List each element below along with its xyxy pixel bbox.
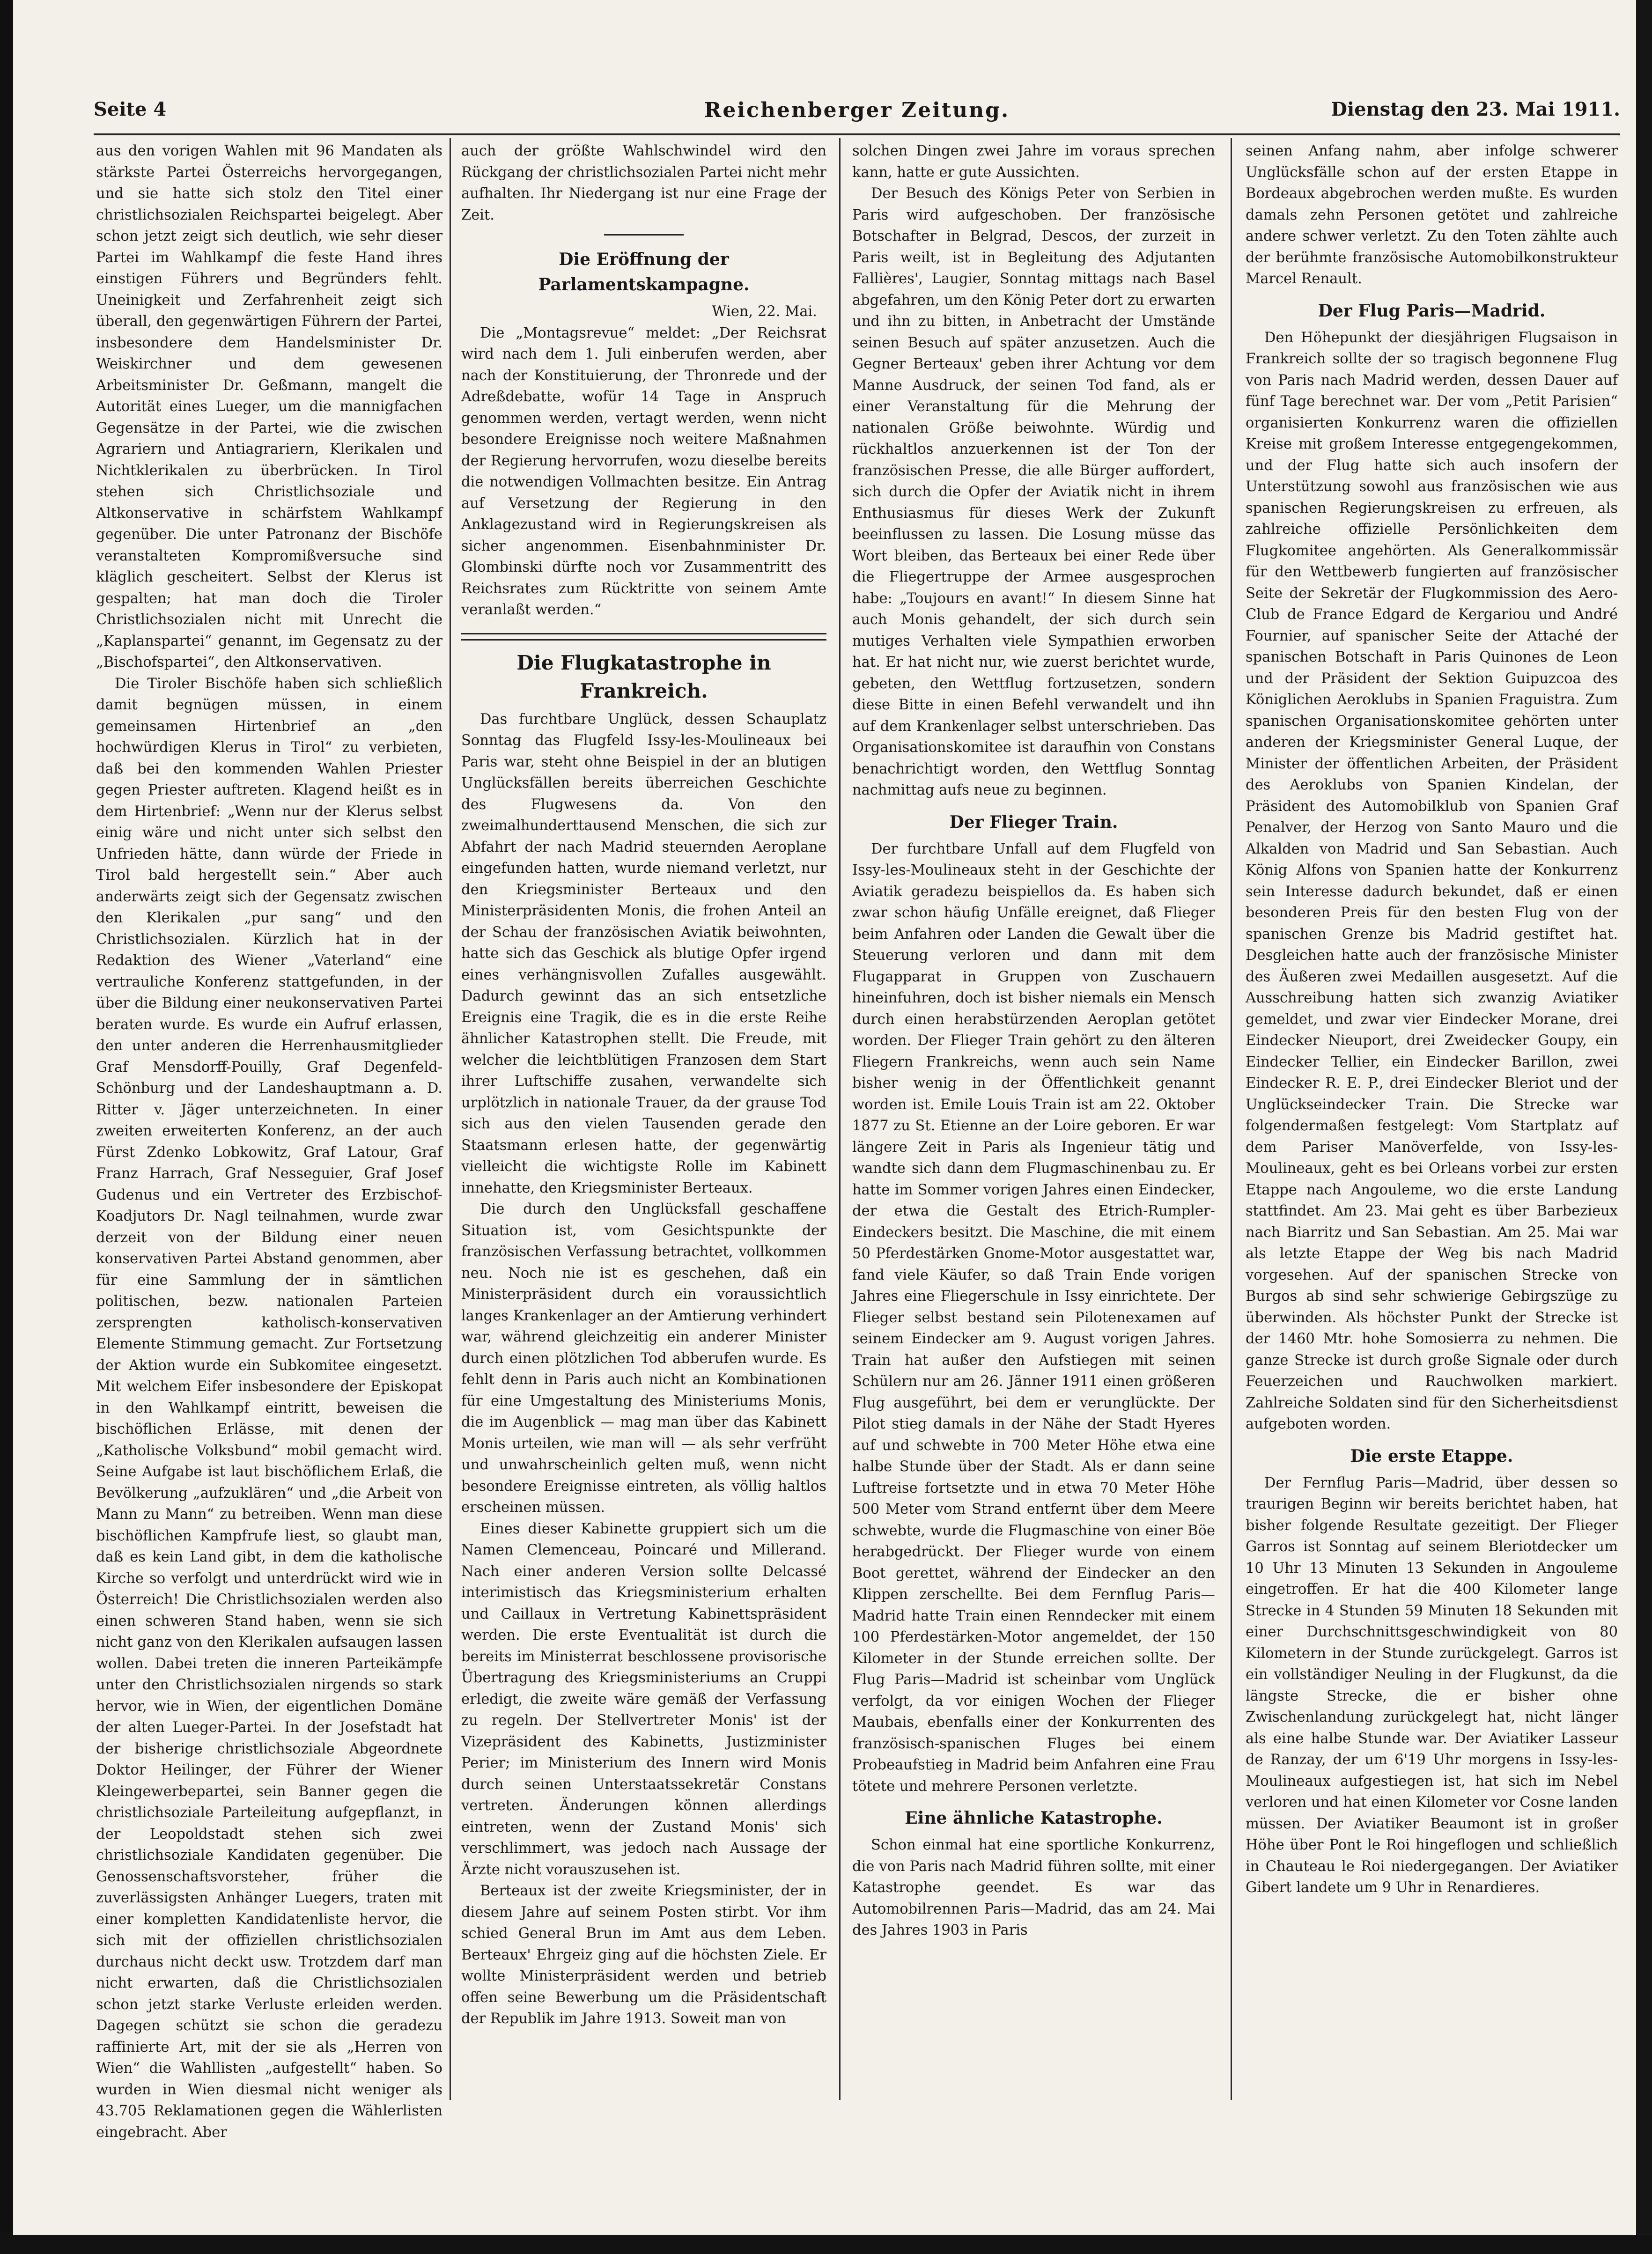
paragraph: solchen Dingen zwei Jahre im voraus sprechen kann, hatte er gute Aussichten.	[852, 143, 1215, 181]
column-divider	[1231, 138, 1232, 2100]
issue-date: Dienstag den 23. Mai 1911.	[1331, 98, 1620, 120]
column-divider	[450, 138, 451, 2100]
paragraph: Der Fernflug Paris—Madrid, über dessen so traurigen Beginn wir bereits berichtet haben, hat bisher folgende Resultate gezeitigt. Der Flieger Garros ist Sonntag auf seinem Bleriotdecker um 10 Uhr 13 Minuten 13 Sekunden in Angouleme eingetroffen. Er hat die 400 Kilometer lange Strecke in 4 Stunden 59 Minuten 18 Sekunden mit einer Durchschnittsgeschwindigkeit von 80 Kilometern in der Stunde zurückgelegt. Garros ist ein vollständiger Neuling in der Flugkunst, da die längste Strecke, die er bisher ohne Zwischenlandung zurückgelegt hat, nicht länger als eine halbe Stunde war. Der Aviatiker Lasseur de Ranzay, der um 6'19 Uhr morgens in Issy-les-Moulineaux aufgestiegen ist, hat sich im Nebel verloren und hat einen Kilometer vor Cosne landen müssen. Der Aviatiker Beaumont ist in großer Höhe über Pont le Roi hingeflogen und schließlich in Chauteau le Roi niedergegangen. Der Aviatiker Gibert landete um 9 Uhr in Renardieres.	[1246, 1474, 1618, 1896]
scan-border-right	[1636, 0, 1652, 2254]
paragraph: Den Höhepunkt der diesjährigen Flugsaison in Frankreich sollte der so tragisch begonnene Flug von Paris nach Madrid werden, dessen Dauer auf fünf Tage berechnet war. Der vom „Petit Parisien“ organisierten Konkurrenz waren die offiziellen Kreise mit großem Interesse entgegengekommen, und der Flug hatte sich auch insofern der Unterstützung sowohl aus französischen wie aus spanischen Regierungskreisen zu erfreuen, als zahlreiche offizielle Persönlichkeiten dem Flugkomitee angehörten. Als Generalkommissär für den Wettbewerb fungierten auf französischer Seite der Sekretär der Flugkommission des Aero-Club de France Edgard de Kergariou und André Fournier, auf spanischer Seite der Attaché der spanischen Botschaft in Paris Quinones de Leon und der Präsident der Sektion Guipuzcoa des Königlichen Aeroklubs in Spanien Fraguistra. Zum spanischen Organisationskomitee gehörten unter anderen der Kriegsminister General Luque, der Minister der öffentlichen Arbeiten, der Präsident des Aeroklubs von Spanien Kindelan, der Präsident des Automobilklub von Spanien Graf Penalver, der Herzog von Santo Mauro und die Alkalden von Madrid und San Sebastian. Auch König Alfons von Spanien hatte der Konkurrenz sein Interesse dadurch bekundet, daß er einen besonderen Preis für den besten Flug von der spanischen Grenze bis Madrid gestiftet hat. Desgleichen hatte auch der französische Minister des Äußeren zwei Medaillen ausgesetzt. Auf die Ausschreibung hatten sich zwanzig Aviatiker gemeldet, und zwar vier Eindecker Morane, drei Eindecker Nieuport, drei Zweidecker Goupy, ein Eindecker Tellier, ein Eindecker Barillon, zwei Eindecker R. E. P., drei Eindecker Bleriot und der Unglückseindecker Train. Die Strecke war folgendermaßen festgelegt: Vom Startplatz auf dem Pariser Manöverfelde, von Issy-les-Moulineaux, geht es bei Orleans vorbei zur ersten Etappe nach Angouleme, wo die erste Landung stattfindet. Am 23. Mai geht es über Barbezieux nach Biarritz und San Sebastian. Am 25. Mai war als letzte Etappe der Weg bis nach Madrid vorgesehen. Auf der spanischen Strecke von Burgos ab sind sehr schwierige Gebirgszüge zu überwinden. Als höchster Punkt der Strecke ist der 1460 Mtr. hohe Somosierra zu nehmen. Die ganze Strecke ist durch große Signale oder durch Feuerzeichen und Rauchwolken markiert. Zahlreiche Soldaten sind für den Sicherheitsdienst aufgeboten worden.	[1246, 329, 1618, 1432]
paragraph: aus den vorigen Wahlen mit 96 Mandaten als stärkste Partei Österreichs hervorgegangen, und sie hatte sich stolz den Titel einer christlichsozialen Reichspartei beigelegt. Aber schon jetzt zeigt sich deutlich, wie sehr dieser Partei im Wahlkampf die feste Hand ihres einstigen Führers und Begründers fehlt. Uneinigkeit und Zerfahrenheit zeigt sich überall, den gegenwärtigen Führern der Partei, insbesondere dem Handelsminister Dr. Weiskirchner und dem gewesenen Arbeitsminister Dr. Geßmann, mangelt die Autorität eines Lueger, um die mannigfachen Gegensätze in der Partei, wie die zwischen Agrariern und Antiagrariern, Klerikalen und Nichtklerikalen zu überbrücken. In Tirol stehen sich Christlichsoziale und Altkonservative in schärfstem Wahlkampf gegenüber. Die unter Patronanz der Bischöfe veranstalteten Kompromißversuche sind kläglich gescheitert. Selbst der Klerus ist gespalten; hat man doch die Tiroler Christlichsozialen nicht mit Unrecht die „Kaplanspartei“ genannt, im Gegensatz zu der „Bischofspartei“, den Altkonservativen.	[96, 143, 442, 670]
article-heading: Die Eröffnung der Parlamentskampagne.	[538, 250, 750, 295]
page-number: Seite 4	[94, 98, 167, 120]
section-rule	[461, 633, 826, 641]
header-rule	[94, 133, 1620, 135]
paragraph: Die Tiroler Bischöfe haben sich schließlich damit begnügen müssen, in einem gemeinsamen Hirtenbrief an „den hochwürdigen Klerus in Tirol“ zu verbieten, daß bei den kommenden Wahlen Priester gegen Priester auftreten. Klagend heißt es in dem Hirtenbrief: „Wenn nur der Klerus selbst einig wäre und nicht unter sich selbst den Unfrieden hätte, dann würde der Friede in Tirol bald hergestellt sein.“ Aber auch anderwärts zeigt sich der Gegensatz zwischen den Klerikalen „pur sang“ und den Christlichsozialen. Kürzlich hat in der Redaktion des Wiener „Vaterland“ eine vertrauliche Konferenz stattgefunden, in der über die Bildung einer neukonservativen Partei beraten wurde. Es wurde ein Aufruf erlassen, den unter anderen die Herrenhausmitglieder Graf Mensdorff-Pouilly, Graf Degenfeld-Schönburg und der Landeshauptmann a. D. Ritter v. Jäger unterzeichneten. In einer zweiten erweiterten Konferenz, an der auch Fürst Zdenko Lobkowitz, Graf Latour, Graf Franz Harrach, Graf Nesseguier, Graf Josef Gudenus und ein Vertreter des Erzbischof-Koadjutors Dr. Nagl teilnahmen, wurde zwar derzeit von der Bildung einer neuen konservativen Partei Abstand genommen, aber für eine Sammlung der in sämtlichen politischen, bezw. nationalen Parteien zersprengten katholisch-konservativen Elemente Stimmung gemacht. Zur Fortsetzung der Aktion wurde ein Subkomitee eingesetzt. Mit welchem Eifer insbesondere der Episkopat in den Wahlkampf eintritt, beweisen die bischöflichen Erlässe, mit denen der „Katholische Volksbund“ mobil gemacht wird. Seine Aufgabe ist laut bischöflichem Erlaß, die Bevölkerung „aufzuklären“ und „die Arbeit von Mann zu Mann“ zu betreiben. Wenn man diese bischöflichen Kampfrufe liest, so glaubt man, daß es kein Land gibt, in dem die katholische Kirche so verfolgt und unterdrückt wird wie in Österreich! Die Christlichsozialen werden also einen schweren Stand haben, wenn sie sich nicht ganz von den Klerikalen aufsaugen lassen wollen. Dabei treten die inneren Parteikämpfe unter den Christlichsozialen nirgends so stark hervor, wie in Wien, der eigentlichen Domäne der alten Lueger-Partei. In der Josefstadt hat der bisherige christlichsoziale Abgeordnete Doktor Heilinger, der Führer der Wiener Kleingewerbepartei, sein Banner gegen die christlichsoziale Parteileitung aufgepflanzt, in der Leopoldstadt stehen sich zwei christlichsoziale Kandidaten gegenüber. Die Genossenschaftsvorsteher, früher die zuverlässigsten Anhänger Luegers, traten mit einer kompletten Kandidatenliste hervor, die sich mit der offiziellen christlichsozialen durchaus nicht deckt usw. Trotzdem darf man nicht erwarten, daß die Christlichsozialen schon jetzt starke Verluste erleiden werden. Dagegen schützt sie schon die geradezu raffinierte Art, mit der sie als „Herren von Wien“ die Wahllisten „aufgestellt“ haben. So wurden in Wien diesmal nicht weniger als 43.705 Reklamationen gegen die Wählerlisten eingebracht. Aber	[96, 675, 442, 2141]
paragraph: Schon einmal hat eine sportliche Konkurrenz, die von Paris nach Madrid führen sollte, mit einer Katastrophe geendet. Es war das Automobilrennen Paris—Madrid, das am 24. Mai des Jahres 1903 in Paris	[852, 1837, 1215, 1938]
scan-border-left	[0, 0, 13, 2254]
section-heading: Der Flug Paris—Madrid.	[1318, 301, 1546, 321]
paragraph: Berteaux ist der zweite Kriegsminister, der in diesem Jahre auf seinem Posten stirbt. Vor ihm schied General Brun im Amt aus dem Leben. Berteaux' Ehrgeiz ging auf die höchsten Ziele. Er wollte Ministerpräsident werden und betrieb offen seine Bewerbung um die Präsidentschaft der Republik im Jahre 1913. Soweit man von	[461, 1883, 826, 2027]
section-heading: Eine ähnliche Katastrophe.	[905, 1808, 1163, 1828]
column-4	[1246, 140, 1618, 2084]
section-heading: Die erste Etappe.	[1350, 1446, 1513, 1466]
paragraph: Die durch den Unglücksfall geschaffene Situation ist, vom Gesichtspunkte der französischen Verfassung betrachtet, vollkommen neu. Noch nie ist es geschehen, daß ein Ministerpräsident durch ein voraussichtlich langes Krankenlager an der Amtierung verhindert war, während gleichzeitig ein anderer Minister durch einen plötzlichen Tod abberufen wurde. Es fehlt denn in Paris auch nicht an Kombinationen für eine Umgestaltung des Ministeriums Monis, die im Augenblick — mag man über das Kabinett Monis urteilen, wie man will — als sehr verfrüht und unwahrscheinlich gelten muß, wenn nicht besondere Ereignisse eintreten, als völlig haltlos erscheinen müssen.	[461, 1201, 826, 1516]
paragraph: Eines dieser Kabinette gruppiert sich um die Namen Clemenceau, Poincaré und Millerand. Nach einer anderen Version sollte Delcassé interimistisch das Kriegsministerium erhalten und Caillaux in Vertretung Kabinettspräsident werden. Die erste Eventualität ist durch die bereits im Ministerrat beschlossene provisorische Übertragung des Kriegsministeriums an Cruppi erledigt, die zweite wäre gemäß der Verfassung zu regeln. Der Stellvertreter Monis' ist der Vizepräsident des Kabinetts, Justizminister Perier; im Ministerium des Innern wird Monis durch seinen Unterstaatssekretär Constans vertreten. Änderungen können allerdings eintreten, wenn der Zustand Monis' sich verschlimmert, was jedoch nach Aussage der Ärzte nicht vorauszusehen ist.	[461, 1520, 826, 1878]
page-header	[94, 98, 1620, 126]
dateline: Wien, 22. Mai.	[712, 303, 817, 320]
paragraph: Die „Montagsrevue“ meldet: „Der Reichsrat wird nach dem 1. Juli einberufen werden, aber nach der Konstituierung, der Thronrede und der Adreßdebatte, wofür 14 Tage in Anspruch genommen werden, vertagt werden, wenn nicht besondere Ereignisse noch weitere Maßnahmen der Regierung hervorrufen, wozu dieselbe bereits die notwendigen Vollmachten besitze. Ein Antrag auf Versetzung der Regierung in den Anklagezustand wird in Regierungskreisen als sicher angenommen. Eisenbahnminister Dr. Glombinski dürfte noch vor Zusammentritt des Reichsrates zum Rücktritte von seinem Amte veranlaßt werden.“	[461, 324, 826, 618]
section-rule	[604, 234, 684, 236]
column-2	[461, 140, 826, 2084]
article-heading: Die Flugkatastrophe in Frankreich.	[516, 651, 771, 702]
paragraph: seinen Anfang nahm, aber infolge schwerer Unglücksfälle schon auf der ersten Etappe in Bordeaux abgebrochen werden mußte. Es wurden damals zehn Personen getötet und zahlreiche andere schwer verletzt. Zu den Toten zählte auch der berühmte französische Automobilkonstrukteur Marcel Renault.	[1246, 143, 1618, 287]
column-divider	[839, 138, 841, 2100]
scan-border-bottom	[0, 2235, 1652, 2254]
paragraph: Der furchtbare Unfall auf dem Flugfeld von Issy-les-Moulineaux steht in der Geschichte der Aviatik geradezu beispiellos da. Es haben sich zwar schon häufig Unfälle ereignet, daß Flieger beim Anfahren oder Landen die Gewalt über die Steuerung verloren und dann mit dem Flugapparat in Gruppen von Zuschauern hineinfuhren, doch ist bisher niemals ein Mensch durch einen herabstürzenden Aeroplan getötet worden. Der Flieger Train gehört zu den älteren Fliegern Frankreichs, wenn auch sein Name bisher wenig in der Öffentlichkeit genannt worden ist. Emile Louis Train ist am 22. Oktober 1877 zu St. Etienne an der Loire geboren. Er war längere Zeit in Paris als Ingenieur tätig und wandte sich dann dem Flugmaschinenbau zu. Er hatte im Sommer vorigen Jahres einen Eindecker, der etwa die Gestalt des Etrich-Rumpler-Eindeckers besitzt. Die Maschine, die mit einem 50 Pferdestärken Gnome-Motor ausgestattet war, fand viele Käufer, so daß Train Ende vorigen Jahres eine Fliegerschule in Issy einrichtete. Der Flieger selbst bestand sein Pilotenexamen auf seinem Eindecker am 9. August vorigen Jahres. Train hat außer den Aufstiegen mit seinen Schülern nur am 26. Jänner 1911 einen größeren Flug ausgeführt, bei dem er verunglückte. Der Pilot stieg damals in der Nähe der Stadt Hyeres auf und schwebte in 700 Meter Höhe etwa eine halbe Stunde über der Stadt. Als er dann seine Luftreise fortsetzte und in etwa 70 Meter Höhe 500 Meter vom Strand entfernt über dem Meere schwebte, wurde die Flugmaschine von einer Böe herabgedrückt. Der Flieger wurde von einem Boot gerettet, während der Eindecker an den Klippen zerschellte. Bei dem Fernflug Paris—Madrid hatte Train einen Renndecker mit einem 100 Pferdestärken-Motor angemeldet, der 150 Kilometer in der Stunde erreichen sollte. Der Flug Paris—Madrid ist scheinbar vom Unglück verfolgt, da vor einigen Wochen der Flieger Maubais, ebenfalls einer der Konkurrenten des französisch-spanischen Fluges bei einem Probeaufstieg in Madrid beim Anfahren eine Frau tötete und mehrere Personen verletzte.	[852, 840, 1215, 1795]
masthead: Reichenberger Zeitung.	[704, 98, 1010, 122]
paragraph: Das furchtbare Unglück, dessen Schauplatz Sonntag das Flugfeld Issy-les-Moulineaux bei Paris war, steht ohne Beispiel in der an blutigen Unglücksfällen bereits überreichen Geschichte des Flugwesens da. Von den zweimalhunderttausend Menschen, die sich zur Abfahrt der nach Madrid steuernden Aeroplane eingefunden hatten, wurde niemand verletzt, nur den Kriegsminister Berteaux und den Ministerpräsidenten Monis, die frohen Anteil an der Schau der französischen Aviatik beiwohnten, hatte sich das Geschick als blutige Opfer irgend eines verhängnisvollen Zufalles ausgewählt. Dadurch gewinnt das an sich entsetzliche Ereignis eine Tragik, die es in die erste Reihe ähnlicher Katastrophen stellt. Die Freude, mit welcher die leichtblütigen Franzosen dem Start ihrer Luftschiffe zusahen, verwandelte sich urplötzlich in nationale Trauer, da der grause Tod sich aus den vielen Tausenden gerade den Staatsmann erlesen hatte, der gegenwärtig vielleicht die wichtigste Rolle im Kabinett innehatte, den Kriegsminister Berteaux.	[461, 711, 826, 1196]
column-1	[96, 140, 442, 2141]
paragraph: auch der größte Wahlschwindel wird den Rückgang der christlichsozialen Partei nicht mehr aufhalten. Ihr Niedergang ist nur eine Frage der Zeit.	[461, 143, 826, 223]
column-3	[852, 140, 1215, 2084]
section-heading: Der Flieger Train.	[949, 812, 1118, 832]
paragraph: Der Besuch des Königs Peter von Serbien in Paris wird aufgeschoben. Der französische Botschafter in Belgrad, Descos, der zurzeit in Paris weilt, ist in Begleitung des Adjutanten Fallières', Laugier, Sonntag mittags nach Basel abgefahren, um den König Peter dort zu erwarten und ihn zu bitten, in Anbetracht der Umstände seinen Besuch auf später anzusetzen. Auch die Gegner Berteaux' geben ihrer Achtung vor dem Manne Ausdruck, der seinen Tod fand, als er einer Veranstaltung für die Mehrung der nationalen Größe beiwohnte. Würdig und rückhaltlos anzuerkennen ist der Ton der französischen Presse, die alle Bürger auffordert, sich durch die Opfer der Aviatik nicht in ihrem Enthusiasmus für dieses Werk der Zukunft beeinflussen zu lassen. Die Losung müsse das Wort bleiben, das Berteaux bei einer Rede über die Fliegertruppe der Armee ausgesprochen habe: „Toujours en avant!“ In diesem Sinne hat auch Monis gehandelt, der sich durch sein mutiges Verhalten viele Sympathien erworben hat. Er hat nicht nur, wie zuerst berichtet wurde, gebeten, den Wettflug fortzusetzen, sondern diese Bitte in einen Befehl verwandelt und ihn auf dem Krankenlager selbst unterschrieben. Das Organisationskomitee ist daraufhin von Constans benachrichtigt worden, den Wettflug Sonntag nachmittag aufs neue zu beginnen.	[852, 185, 1215, 798]
